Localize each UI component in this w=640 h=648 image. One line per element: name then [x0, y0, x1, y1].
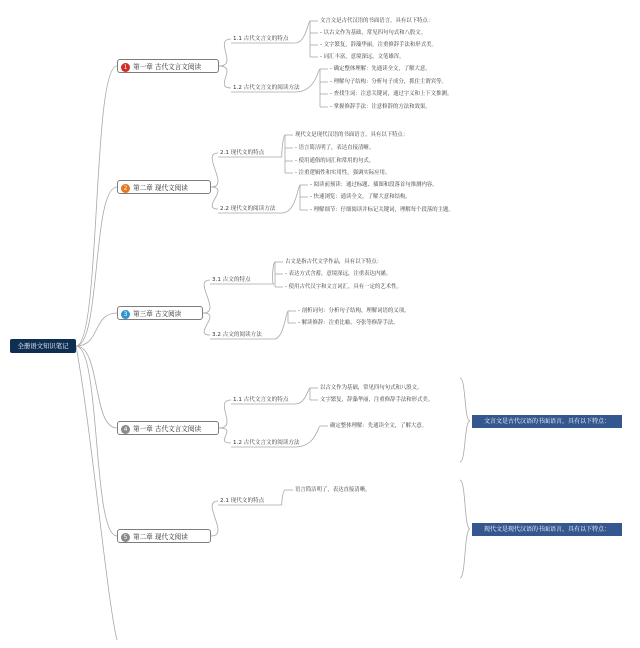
chapter-title: 第一章 古代文言文阅读	[133, 63, 202, 71]
chapter-node[interactable]	[117, 306, 203, 320]
chapter-branch-line	[219, 428, 231, 443]
section-bracket-line	[272, 262, 275, 287]
chapter-number-badge: 4	[121, 425, 130, 434]
chapter-node[interactable]	[117, 421, 219, 435]
chapter-title: 第二章 现代文阅读	[133, 184, 188, 192]
section-bracket-line	[282, 490, 285, 505]
chapter-branch-line	[203, 313, 210, 335]
section-label[interactable]: 1.1 古代文言文的特点	[233, 397, 289, 403]
note-line: - 词汇丰富，意境深远，文笔雄浑。	[320, 54, 405, 60]
summary-bracket	[460, 378, 470, 462]
note-line: 文言文是古代汉语的书面语言，具有以下特点：	[320, 18, 434, 24]
note-line: - 快速浏览：通读全文，了解大意和结构。	[310, 194, 411, 200]
note-line: - 注重逻辑性和实用性，强调实际应用。	[295, 170, 391, 176]
note-line: - 理解句子结构：分析句子成分，抓住主谓宾等。	[330, 79, 447, 85]
chapter-node[interactable]	[117, 180, 211, 194]
section-label[interactable]: 3.2 古文的阅读方法	[212, 332, 262, 338]
note-line: - 阅读前预读：通过标题、插图和段落首句推测内容。	[310, 182, 438, 188]
summary-note[interactable]: 现代文是现代汉语的书面语言，具有以下特点：	[472, 523, 622, 536]
chapter-number-badge: 1	[121, 63, 130, 72]
section-label[interactable]: 3.1 古文的特点	[212, 277, 251, 283]
chapter-branch-line	[211, 153, 218, 187]
note-line: 现代文是现代汉语的书面语言，具有以下特点：	[295, 132, 409, 138]
chapter-number-badge: 5	[121, 533, 130, 542]
note-line: - 剖析词句：分析句子结构，理解词语的义项。	[298, 308, 410, 314]
section-label[interactable]: 1.2 古代文言文的阅读方法	[233, 440, 300, 446]
chapter-branch-line	[211, 501, 218, 536]
root-branch-line	[76, 313, 117, 346]
note-line: - 使用古代汉字和文言词汇，具有一定的艺术性。	[285, 284, 402, 290]
note-line: - 解读修辞：注重比喻、夸张等修辞手法。	[298, 320, 399, 326]
note-line: - 文字繁复，辞藻华丽，注重修辞手法和形式美。	[320, 42, 437, 48]
section-label[interactable]: 2.1 现代文的特点	[220, 150, 265, 156]
note-line: 文字繁复，辞藻华丽，注重修辞手法和形式美。	[320, 397, 434, 403]
chapter-title: 第一章 古代文言文阅读	[133, 425, 202, 433]
section-label[interactable]: 2.2 现代文的阅读方法	[220, 206, 276, 212]
section-bracket-line	[282, 135, 285, 173]
section-bracket-line	[295, 21, 310, 57]
root-branch-line	[76, 346, 117, 536]
chapter-title: 第二章 现代文阅读	[133, 533, 188, 541]
chapter-branch-line	[219, 400, 231, 428]
chapter-branch-line	[219, 39, 231, 66]
section-label[interactable]: 2.1 现代文的特点	[220, 498, 265, 504]
note-line: 语言简洁明了，表达直接清晰。	[295, 487, 371, 493]
root-branch-line	[76, 346, 117, 428]
chapter-number-badge: 3	[121, 310, 130, 319]
note-line: - 理解细节：仔细阅读并标记关键词，理解每个段落的主题。	[310, 207, 454, 213]
chapter-node[interactable]	[117, 529, 211, 543]
chapter-branch-line	[219, 66, 231, 88]
note-line: - 确定整体理解：先通读全文，了解大意。	[330, 66, 431, 72]
summary-bracket	[460, 480, 470, 578]
section-label[interactable]: 1.2 古代文言文的阅读方法	[233, 85, 300, 91]
note-line: - 查找生词：注意关键词，通过字义和上下文推测。	[330, 91, 453, 97]
chapter-node[interactable]	[117, 59, 219, 73]
section-bracket-line	[282, 185, 300, 213]
root-node[interactable]: 全册语文知识笔记	[10, 339, 76, 353]
note-line: - 使用通俗的词汇和常用的句式。	[295, 158, 375, 164]
root-branch-line	[76, 66, 117, 346]
section-bracket-line	[295, 388, 310, 404]
note-line: - 语言简洁明了，表达直接清晰。	[295, 145, 375, 151]
note-line: - 表达方式含蓄，意境深远，注重表达内涵。	[285, 271, 392, 277]
chapter-branch-line	[203, 280, 210, 313]
chapter-number-badge: 2	[121, 184, 130, 193]
root-branch-line	[76, 346, 117, 640]
section-bracket-line	[274, 311, 288, 339]
note-line: - 掌握修辞手法：注意修辞的方法和效果。	[330, 104, 431, 110]
summary-note[interactable]: 文言文是古代汉语的书面语言，具有以下特点：	[472, 415, 622, 428]
section-label[interactable]: 1.1 古代文言文的特点	[233, 36, 289, 42]
note-line: - 以古文作为基础，常见四句句式和八股文。	[320, 30, 427, 36]
chapter-title: 第三章 古文阅读	[133, 310, 182, 318]
chapter-branch-line	[211, 187, 218, 209]
note-line: 确定整体理解：先通读全文，了解大意。	[330, 423, 428, 429]
note-line: 以古文作为基础，常见四句句式和八股文。	[320, 385, 423, 391]
note-line: 古文是指古代文学作品，具有以下特点：	[285, 259, 383, 265]
